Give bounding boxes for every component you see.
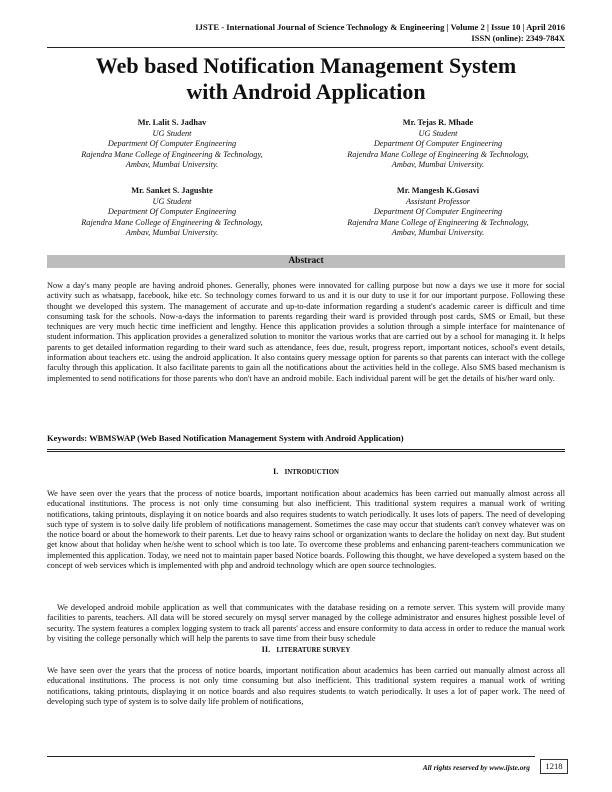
author-role: UG Student	[152, 128, 192, 138]
keywords: Keywords: WBMSWAP (Web Based Notification Management System with Android Application)	[47, 433, 404, 443]
author-college: Rajendra Mane College of Engineering & Technology,	[347, 217, 529, 227]
author-block	[313, 186, 563, 239]
section-number: I.	[273, 467, 279, 476]
footer-rights: All rights reserved by www.ijste.org	[422, 763, 530, 772]
author-role: UG Student	[418, 128, 458, 138]
section-heading	[47, 466, 565, 478]
journal-header	[195, 22, 565, 44]
author-block	[313, 118, 563, 171]
author-name: Mr. Tejas R. Mhade	[402, 118, 474, 127]
paper-title	[47, 53, 565, 105]
author-dept: Department Of Computer Engineering	[107, 207, 237, 217]
footer-divider	[47, 756, 535, 757]
section-title: INTRODUCTION	[284, 469, 339, 476]
author-place: Ambav, Mumbai University.	[391, 160, 485, 170]
author-name: Mr. Mangesh K.Gosavi	[396, 186, 480, 195]
section-title: LITERATURE SURVEY	[276, 647, 351, 654]
author-dept: Department Of Computer Engineering	[373, 139, 503, 149]
author-role: UG Student	[152, 196, 192, 206]
issn: ISSN (online): 2349-784X	[471, 33, 565, 43]
author-dept: Department Of Computer Engineering	[107, 139, 237, 149]
abstract-text: Now a day's many people are having android phones. Generally, phones were innovated for calling purpose but now a days we use it more for social activity such as whatsapp, facebook, hike etc. So technology comes forward to us and it is our duty to use it for our important purpose. Following these thought we developed this system. The management of accurate and up-to-date information regarding a student's academic career is difficult and time consuming task for the schools. Now-a-days the information to parents regarding their ward is provided through post cards, SMS or Email, but these techniques are very much hectic time inefficient and lengthy. Hence this application provides a solution through a simple interface for maintenance of student information. This application provides a generalized solution to monitor the various works that are carried out by a school for managing it. It helps parents to get detailed information regarding to their ward such as attendance, fees due, result, progress report, important notices, school's event details, information about teachers etc. using the android application. It also contains query message option for parents so that parents can interact with the college faculty through this application. It also facilitate parents to gain all the notifications about the activities held in the college. Also SMS based mechanism is implemented to send notifications for those parents who don't have an android mobile. Each individual parent will be get the details of his/her ward only.	[47, 281, 565, 383]
author-role: Assistant Professor	[405, 196, 470, 206]
page-number: 1218	[540, 759, 568, 774]
author-college: Rajendra Mane College of Engineering & Technology,	[81, 149, 263, 159]
abstract-divider	[47, 449, 565, 450]
abstract-divider	[47, 451, 565, 452]
section-heading	[47, 644, 565, 656]
abstract-heading: Abstract	[47, 255, 565, 268]
author-place: Ambav, Mumbai University.	[391, 228, 485, 238]
section-number: II.	[261, 645, 271, 654]
author-place: Ambav, Mumbai University.	[125, 160, 219, 170]
title-line-2: with Android Application	[186, 79, 426, 104]
journal-name: IJSTE - International Journal of Science Technology & Engineering | Volume 2 | Issue 10 | April 2016	[195, 22, 565, 32]
author-block	[47, 186, 297, 239]
header-divider	[47, 47, 565, 48]
title-line-1: Web based Notification Management System	[95, 53, 517, 78]
author-block	[47, 118, 297, 171]
author-name: Mr. Lalit S. Jadhav	[137, 118, 207, 127]
author-college: Rajendra Mane College of Engineering & Technology,	[81, 217, 263, 227]
paragraph: We developed android mobile application as well that communicates with the database residing on a remote server. This system will provide many facilities to parents, teachers. All data will be stored securely on mysql server managed by the college administrator and ensures highest possible level of security. The system features a complex logging system to track all parents' access and ensure conformity to data access in order to reduce the manual work by visiting the college personally which will help the parents to save time from their busy schedule	[47, 603, 565, 643]
paragraph: We have seen over the years that the process of notice boards, important notification about academics has been carried out manually almost across all educational institutions. The process is not only time consuming but also inefficient. This traditional system requires a manual work of writing notifications, taking printouts, displaying it on notice boards and also requires students to watch periodically. It uses a lot of paper work. The need of developing such type of system is to solve daily life problem of notifications,	[47, 666, 565, 706]
author-name: Mr. Sanket S. Jagushte	[131, 186, 213, 195]
author-college: Rajendra Mane College of Engineering & Technology,	[347, 149, 529, 159]
paragraph: We have seen over the years that the process of notice boards, important notification about academics has been carried out manually almost across all educational institutions. The process is not only time consuming but also inefficient. This traditional system requires a manual work of writing notifications, taking printouts, displaying it on notice boards and also requires students to watch periodically. It uses lots of papers. The need of developing such type of system is to solve daily life problem of notifications management. Sometimes the case may occur that students can't convey whatever was on the notice board or about the homework to their parents. Let due to heavy rains school or organization wants to declare the holiday on next day. But student get know about that holiday when he/she went to school which is too late. To overcome these problems and enhancing parent-teachers communication we implemented this application. Today, we need not to maintain paper based Notice boards. Following this thought, we have developed a system based on the concept of web services which is implemented with php and android technology which are open source technologies.	[47, 489, 565, 571]
author-place: Ambav, Mumbai University.	[125, 228, 219, 238]
author-dept: Department Of Computer Engineering	[373, 207, 503, 217]
